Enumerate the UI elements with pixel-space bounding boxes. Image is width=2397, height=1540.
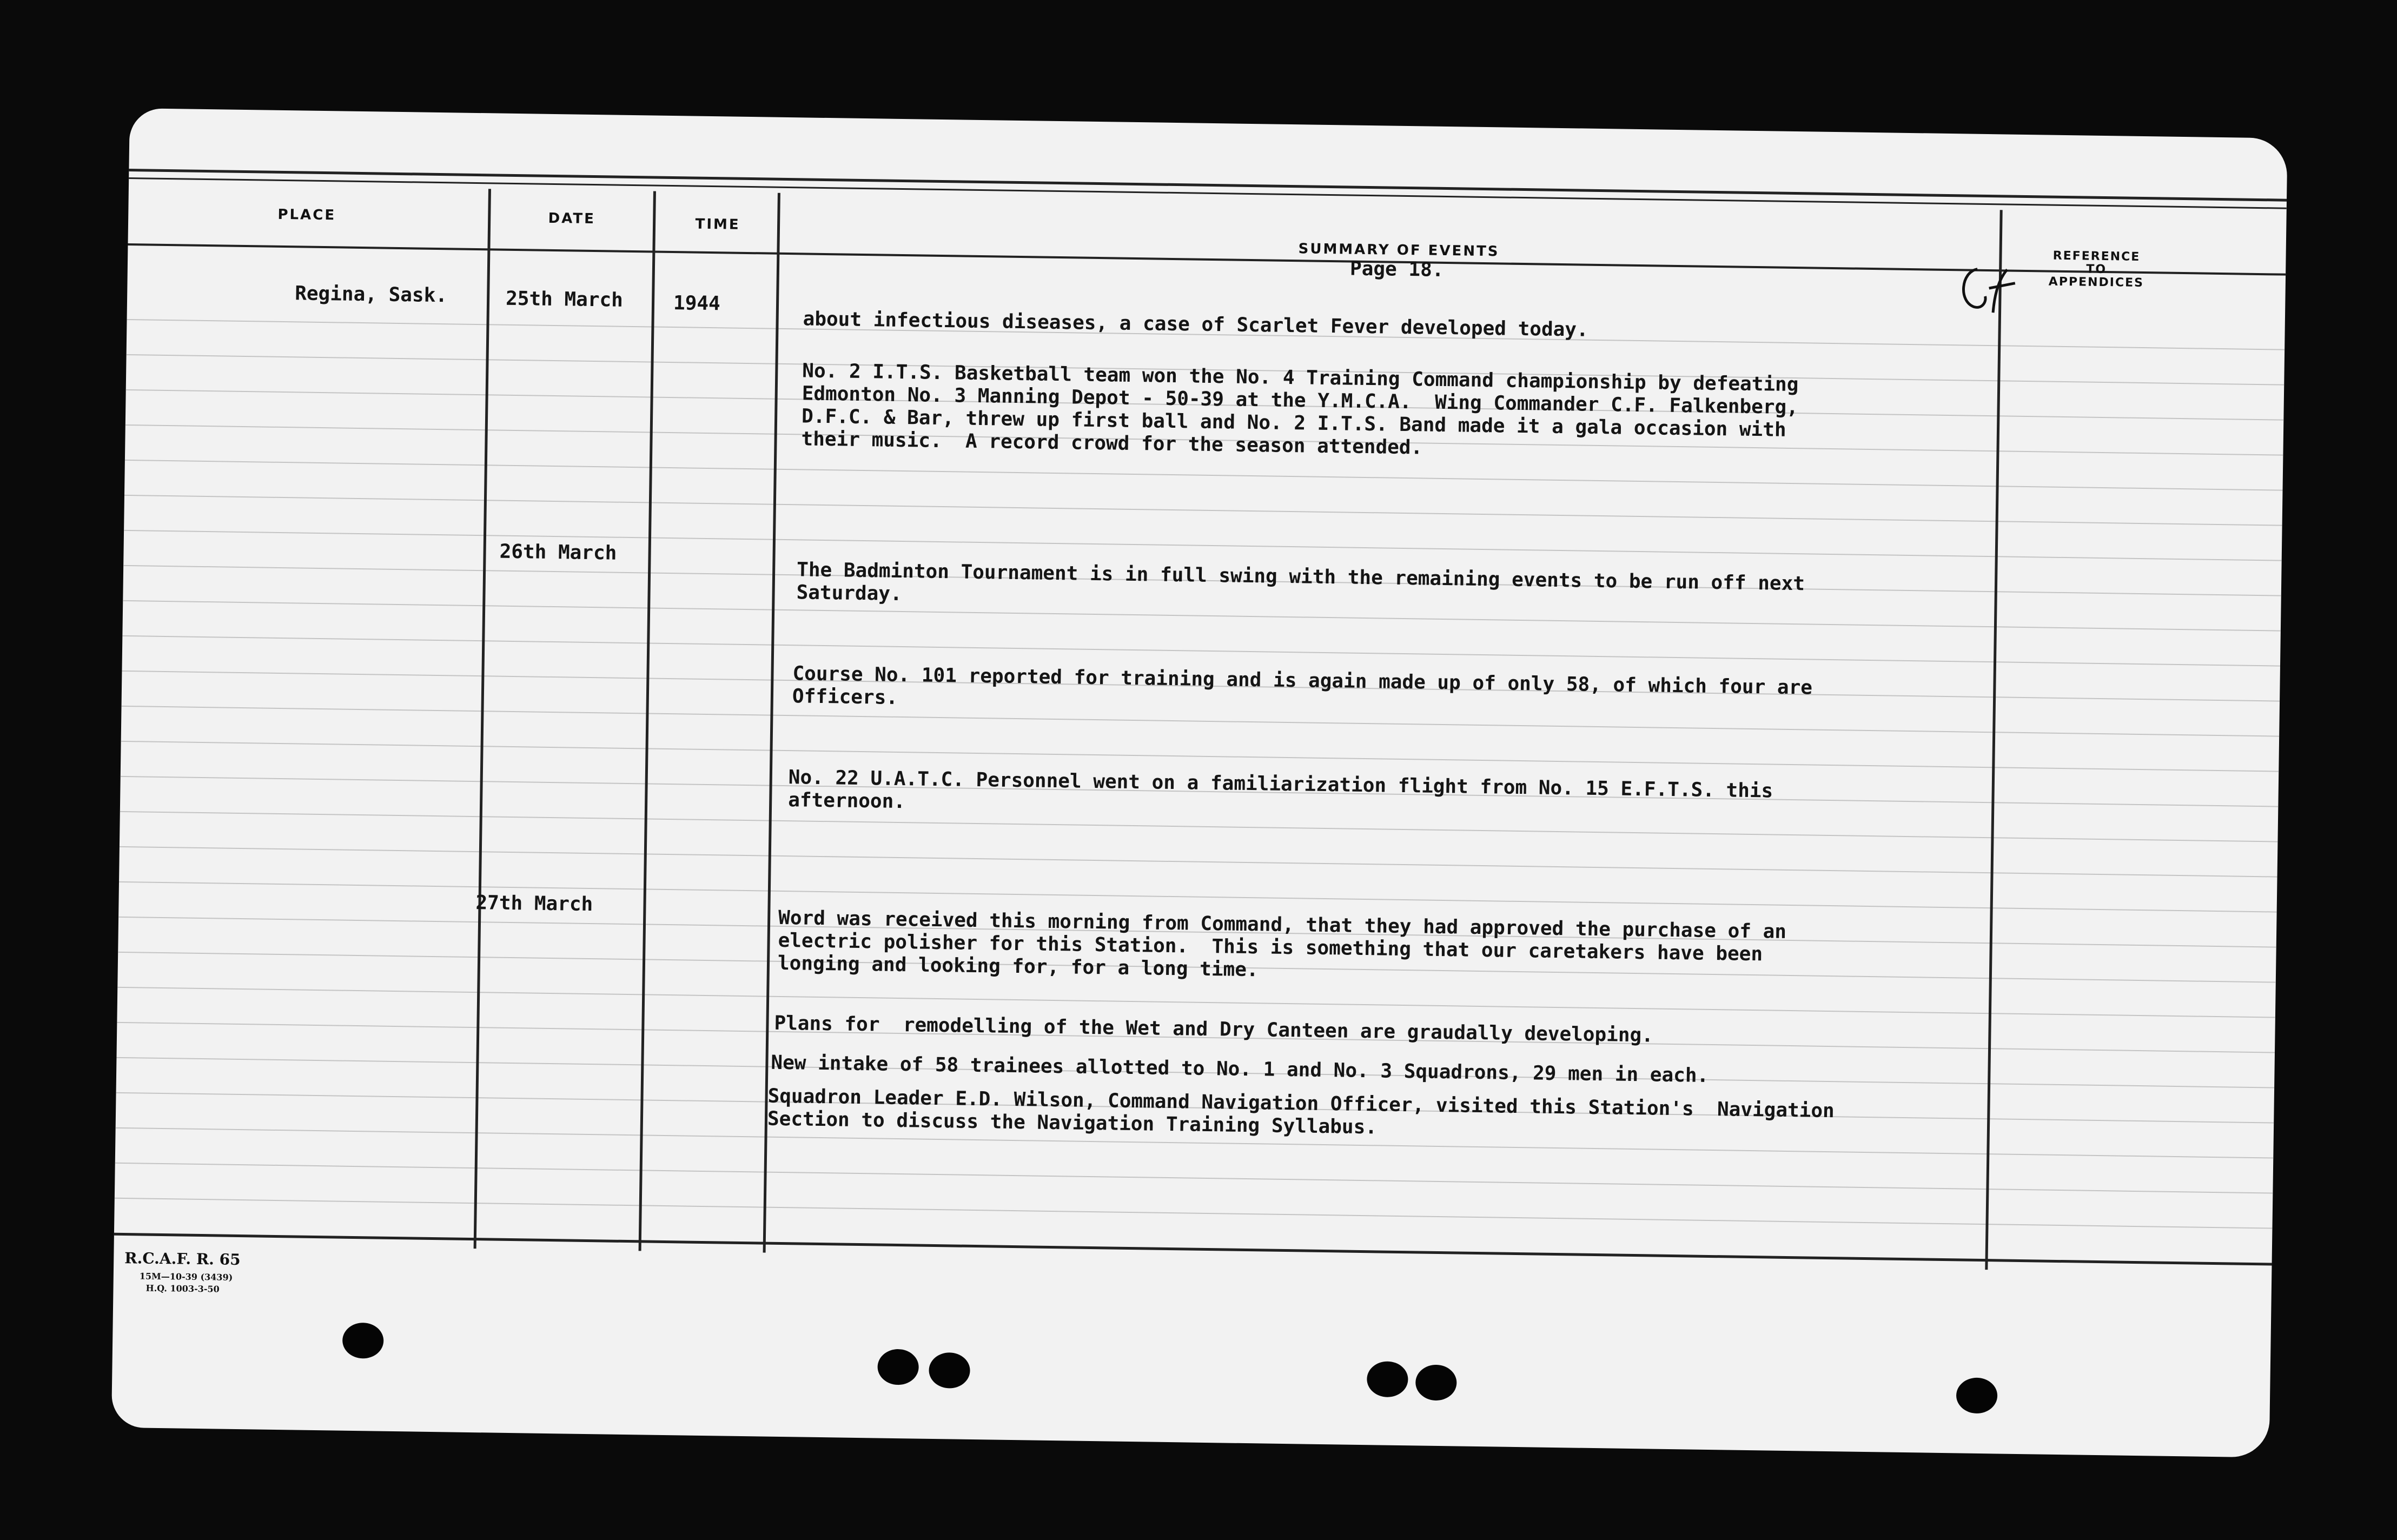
form-line-2: H.Q. 1003-3-50 [145, 1283, 220, 1295]
diary-card [111, 108, 2288, 1457]
punch-hole [1956, 1377, 1998, 1413]
entry-navigation: Squadron Leader E.D. Wilson, Command Navigation Officer, visited this Station's Navigation Section to discuss the Navigation Training Syllabus. [767, 1085, 1835, 1139]
date-26-march: 26th March [499, 540, 617, 565]
entry-course-101: Course No. 101 reported for training and is again made up of only 58, of which four are Officers. [792, 662, 1813, 709]
top-rule [129, 169, 2287, 202]
punch-hole [877, 1349, 919, 1385]
handwritten-cf-icon [1955, 258, 2027, 318]
entry-badminton: The Badminton Tournament is in full swing with the remaining events to be run off next Saturday. [796, 559, 1805, 606]
divider-place-date [474, 189, 491, 1249]
header-reference: REFERENCE TO APPENDICES [2048, 249, 2144, 290]
entry-polisher: Word was received this morning from Command, that they had approved the purchase of an electric polisher for this Station. This is something that our caretakers have been longing and looking for, for a long time. [777, 906, 1787, 981]
header-time: TIME [695, 216, 740, 233]
page-number: Page 18. [1349, 257, 1444, 281]
place-text: Regina, Sask. [294, 282, 448, 307]
entry-new-intake: New intake of 58 trainees allotted to No. 1 and No. 3 Squadrons, 29 men in each. [771, 1051, 1709, 1087]
entry-basketball: No. 2 I.T.S. Basketball team won the No. 4 Training Command championship by defeating Edmonton No. 3 Manning Depot - 50-39 at the Y.M.C.A. Wing Commander C.F. Falkenberg, D.F.C. & Bar, threw up first ball and No. 2 I.T.S. Band made it a gala occasion with their music. A record crowd for the season attended. [801, 360, 1799, 459]
form-line-1: 15M—10-39 (3439) [139, 1271, 233, 1283]
entry-uatc-flight: No. 22 U.A.T.C. Personnel went on a familiarization flight from No. 15 E.F.T.S. this afternoon. [787, 766, 1773, 813]
date-25-march: 25th March [505, 287, 624, 311]
date-27-march: 27th March [475, 892, 593, 916]
top-rule-inner [129, 177, 2287, 209]
entry-canteen: Plans for remodelling of the Wet and Dry Canteen are graudally developing. [774, 1012, 1654, 1047]
header-place: PLACE [277, 206, 336, 224]
handwritten-mark [1955, 258, 2027, 318]
bottom-rule [114, 1233, 2272, 1266]
divider-date-time [639, 191, 656, 1251]
form-id: R.C.A.F. R. 65 [124, 1249, 241, 1269]
punch-hole [342, 1323, 384, 1359]
punch-hole [1367, 1361, 1408, 1397]
header-date: DATE [548, 210, 596, 228]
punch-hole [929, 1352, 970, 1389]
entry-scarlet-fever: about infectious diseases, a case of Scarlet Fever developed today. [803, 308, 1588, 341]
divider-summary-reference [1985, 210, 2002, 1270]
punch-hole [1415, 1364, 1457, 1400]
time-1944: 1944 [673, 292, 721, 315]
ruled-lines [130, 108, 2288, 138]
header-summary: SUMMARY OF EVENTS [1298, 241, 1500, 260]
